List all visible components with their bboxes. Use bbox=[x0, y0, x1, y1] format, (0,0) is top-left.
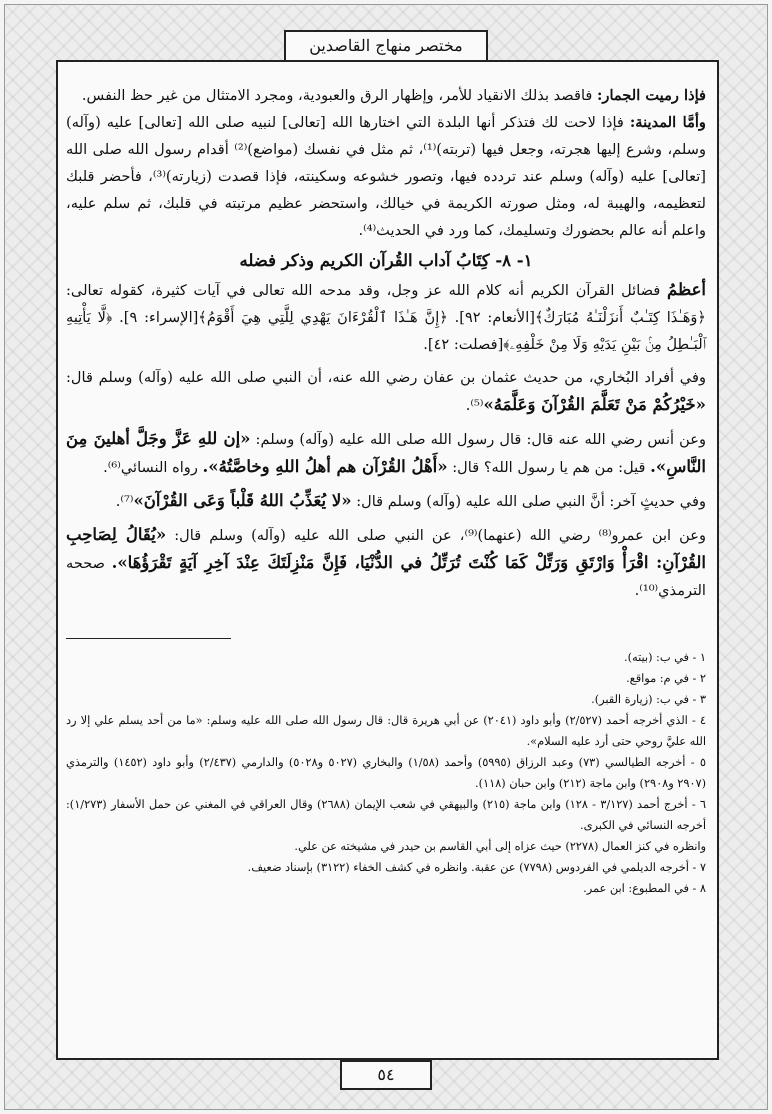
footnote-ref: ⁽⁵⁾. bbox=[465, 397, 484, 414]
paragraph-text: وفي أفراد البُخاري، من حديث عثمان بن عفان رضي الله عنه، أن النبي صلى الله عليه (وآله) وسلم قال: bbox=[66, 369, 706, 386]
footnote-ref: ⁽⁷⁾. bbox=[115, 493, 134, 510]
hadith-quote: «يُقَالُ لِصَاحِبِ القُرْآنِ: اقْرَأْ وَارْتَقِ وَرَتِّلْ كَمَا كُنْتَ تُرَتِّلُ في الدُّنْيَا، فَإِنَّ مَنْزِلَتَكَ عِنْدَ آخِرِ آيَةٍ تَقْرَؤُهَا». bbox=[66, 525, 706, 572]
paragraph-text: صححه الترمذي⁽¹⁰⁾. bbox=[66, 555, 706, 599]
hadith-quote: «إن للهِ عَزَّ وجَلَّ أهلينَ مِنَ النَّاسِ». bbox=[66, 429, 706, 476]
paragraph bbox=[66, 364, 706, 419]
paragraph-text: فاقصد بذلك الانقياد للأمر، وإظهار الرق والعبودية، ومجرد الامتثال من غير حظ النفس. bbox=[81, 87, 598, 104]
page-number: ٥٤ bbox=[377, 1065, 395, 1084]
paragraph-text: فإذا لاحت لك فتذكر أنها البلدة التي اختارها الله [تعالى] لنبيه صلى الله [تعالى] عليه (وآله) وسلم، وشرع إليها هجرته، وجعل فيها (تربته)⁽¹⁾، ثم مثل في نفسك (مواضع)⁽²⁾ أقدام رسول الله صلى الله [تعالى] عليه (وآله) وسلم عند تردده فيها، وتصور خشوعه وسكينته، فإذا قصدت (زيارته)⁽³⁾، فأحضر قلبك لتعظيمه، والهيبة له، ومثل صورته الكريمة في خيالك، واستحضر عظيم مرتبته في قلبك، ثم سلم عليه، واعلم أنه عالم بحضورك وتسليمك، كما ورد في الحديث⁽⁴⁾. bbox=[66, 114, 706, 239]
paragraph-text: وعن أنس رضي الله عنه قال: قال رسول الله صلى الله عليه (وآله) وسلم: bbox=[250, 431, 707, 448]
hadith-quote: «خَيْرُكُمْ مَنْ تَعَلَّمَ القُرْآنَ وَعَلَّمَهُ» bbox=[483, 395, 706, 414]
footnote: ٦ - أخرج أحمد (٣/١٢٧ - ١٢٨) وابن ماجة (٢١٥) والبيهقي في شعب الإيمان (٢٦٨٨) وقال العراقي في المغني عن حمل الأسفار (١/٢٧٣): أخرجه النسائي في الكبرى. bbox=[66, 798, 706, 832]
footnote: وانظره في كنز العمال (٢٢٧٨) حيث عزاه إلى أبي القاسم بن حيدر في مشيخته عن علي. bbox=[294, 840, 706, 853]
hadith-quote: «أَهْلُ القُرْآن هم أهلُ اللهِ وخاصَّتُهُ». bbox=[202, 457, 448, 476]
paragraph-lead: وأمَّا المدينة: bbox=[629, 114, 706, 131]
paragraph bbox=[66, 521, 706, 604]
paragraph-lead: فإذا رميت الجمار: bbox=[597, 87, 706, 104]
paragraph bbox=[66, 276, 706, 358]
footnote: ٥ - أخرجه الطيالسي (٧٣) وعبد الرزاق (٥٩٩٥) وأحمد (١/٥٨) والبخاري (٥٠٢٧ و٥٠٢٨) والدارمي (٢/٤٣٧) وأبو داود (١٤٥٢) والترمذي (٢٩٠٧ و٢٩٠٨) وابن ماجة (٢١٢) وابن حبان (١١٨). bbox=[66, 756, 706, 790]
footnote: ٣ - في ب: (زيارة القبر). bbox=[591, 693, 706, 706]
paragraph bbox=[66, 425, 706, 481]
paragraph-text: وعن ابن عمرو⁽⁸⁾ رضي الله (عنهما)⁽⁹⁾، عن النبي صلى الله عليه (وآله) وسلم قال: bbox=[166, 527, 706, 544]
footnote-separator bbox=[66, 638, 231, 639]
footnotes bbox=[66, 647, 706, 899]
page-body bbox=[66, 82, 706, 899]
paragraph bbox=[66, 109, 706, 244]
page-number-box bbox=[340, 1060, 432, 1090]
footnote: ٤ - الذي أخرجه أحمد (٢/٥٢٧) وأبو داود (٢٠٤١) عن أبي هريرة قال: قال رسول الله صلى الله عليه وسلم: «ما من أحد يسلم علي إلا رد الله عليَّ روحي حتى أرد عليه السلام». bbox=[66, 714, 706, 748]
hadith-quote: «لا يُعَذِّبُ اللهُ قَلْباً وَعَى القُرْآنَ» bbox=[133, 491, 352, 510]
paragraph-text: وفي حديثٍ آخر: أنَّ النبي صلى الله عليه (وآله) وسلم قال: bbox=[351, 493, 706, 510]
paragraph-text: قيل: من هم يا رسول الله؟ قال: bbox=[447, 459, 651, 476]
paragraph-text: فضائل القرآن الكريم أنه كلام الله عز وجل، وقد مدحه الله تعالى في آيات كثيرة، كقوله تعالى: ﴿وَهَـٰذَا كِتَـٰبٌ أَنزَلْنَـٰهُ مُبَارَكٌ﴾[الأنعام: ٩٢]. ﴿إِنَّ هَـٰذَا ٱلْقُرْءَانَ يَهْدِي لِلَّتِي هِيَ أَقْوَمُ﴾[الإسراء: ٩]. ﴿لَّا يَأْتِيهِ ٱلْبَـٰطِلُ مِنۢ بَيْنِ يَدَيْهِ وَلَا مِنْ خَلْفِهِۦ﴾[فصلت: ٤٢]. bbox=[66, 282, 706, 353]
paragraph-text: رواه النسائي⁽⁶⁾. bbox=[103, 459, 203, 476]
footnote: ٨ - في المطبوع: ابن عمر. bbox=[583, 882, 706, 895]
footnote: ٧ - أخرجه الديلمي في الفردوس (٧٧٩٨) عن عقبة. وانظره في كشف الخفاء (٣١٢٢) بإسناد ضعيف. bbox=[247, 861, 706, 874]
section-title: ١- ٨- كِتَابُ آداب القُرآن الكريم وذكر فضله bbox=[239, 251, 533, 270]
running-header bbox=[284, 30, 488, 62]
paragraph bbox=[66, 82, 706, 109]
footnote: ١ - في ب: (بيته). bbox=[624, 651, 706, 664]
header-title: مختصر منهاج القاصدين bbox=[309, 36, 463, 55]
paragraph bbox=[66, 487, 706, 515]
footnote: ٢ - في م: مواقع. bbox=[626, 672, 706, 685]
paragraph-lead: أعظمُ bbox=[667, 280, 706, 299]
